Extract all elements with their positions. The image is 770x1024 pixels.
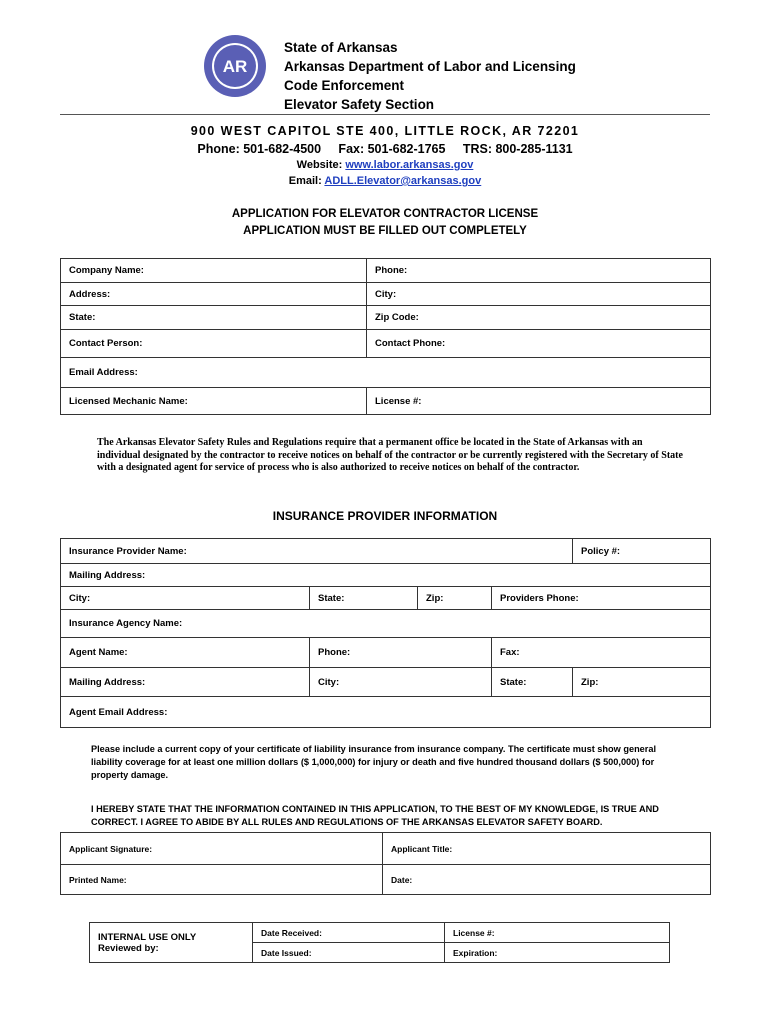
provider-city-field[interactable]: City: <box>61 587 310 610</box>
date-received-field[interactable]: Date Received: <box>253 923 445 943</box>
insurance-provider-name-field[interactable]: Insurance Provider Name: <box>61 539 573 564</box>
date-issued-field[interactable]: Date Issued: <box>253 943 445 963</box>
office-phone-line: Phone: 501-682-4500 Fax: 501-682-1765 TRS: 800-285-1131 <box>197 142 573 156</box>
header-division: Code Enforcement <box>284 78 405 93</box>
date-field[interactable]: Date: <box>383 865 711 895</box>
website-label: Website: <box>296 159 346 171</box>
form-subtitle: APPLICATION MUST BE FILLED OUT COMPLETELY <box>243 225 527 237</box>
website-link[interactable]: www.labor.arkansas.gov <box>345 159 474 171</box>
agent-name-field[interactable]: Agent Name: <box>61 638 310 668</box>
certificate-instructions: Please include a current copy of your certificate of liability insurance from insurance company. The certificate must show general liability coverage for at least one million dollars ($ 1,000,000) for injury or death and five hundred thousand dollars ($ 500,000) for property damage. <box>91 744 657 780</box>
license-number-field[interactable]: License #: <box>367 388 711 415</box>
agent-mailing-address-field[interactable]: Mailing Address: <box>61 668 310 697</box>
provider-state-field[interactable]: State: <box>310 587 418 610</box>
website-line <box>0 159 770 171</box>
insurance-agency-name-field[interactable]: Insurance Agency Name: <box>61 610 711 638</box>
policy-number-field[interactable]: Policy #: <box>573 539 711 564</box>
agent-email-address-field[interactable]: Agent Email Address: <box>61 697 711 728</box>
state-field[interactable]: State: <box>61 306 367 330</box>
insurance-section-title: INSURANCE PROVIDER INFORMATION <box>272 509 498 523</box>
agent-zip-field[interactable]: Zip: <box>573 668 711 697</box>
internal-use-heading: INTERNAL USE ONLY <box>90 923 253 943</box>
provider-mailing-address-field[interactable]: Mailing Address: <box>61 564 711 587</box>
zip-code-field[interactable]: Zip Code: <box>367 306 711 330</box>
provider-zip-field[interactable]: Zip: <box>418 587 492 610</box>
company-name-field[interactable]: Company Name: <box>61 259 367 283</box>
signature-table <box>60 832 711 895</box>
email-link[interactable]: ADLL.Elevator@arkansas.gov <box>324 175 482 187</box>
header-section: Elevator Safety Section <box>284 97 435 112</box>
contractor-info-table <box>60 258 711 415</box>
agent-state-field[interactable]: State: <box>492 668 573 697</box>
internal-use-table <box>89 922 670 963</box>
applicant-signature-field[interactable]: Applicant Signature: <box>61 833 383 865</box>
header-state: State of Arkansas <box>284 40 398 55</box>
address-field[interactable]: Address: <box>61 283 367 306</box>
office-address: 900 WEST CAPITOL STE 400, LITTLE ROCK, AR 72201 <box>190 124 580 138</box>
contact-person-field[interactable]: Contact Person: <box>61 330 367 358</box>
expiration-field[interactable]: Expiration: <box>445 943 670 963</box>
printed-name-field[interactable]: Printed Name: <box>61 865 383 895</box>
email-label: Email: <box>288 175 325 187</box>
agent-city-field[interactable]: City: <box>310 668 492 697</box>
contact-phone-field[interactable]: Contact Phone: <box>367 330 711 358</box>
form-title: APPLICATION FOR ELEVATOR CONTRACTOR LICENSE <box>231 208 539 220</box>
office-requirement-notice: The Arkansas Elevator Safety Rules and Regulations require that a permanent office be located in the State of Arkansas with an individual designated by the contractor to receive notices on behalf of the contractor or be currently registered with the Secretary of State with a designated agent for service of process who is also authorized to receive notices on behalf of the contractor. <box>97 437 683 473</box>
city-field[interactable]: City: <box>367 283 711 306</box>
internal-license-field[interactable]: License #: <box>445 923 670 943</box>
reviewed-by-field[interactable]: Reviewed by: <box>90 943 253 963</box>
svg-text:AR: AR <box>222 57 248 76</box>
phone-field[interactable]: Phone: <box>367 259 711 283</box>
email-address-field[interactable]: Email Address: <box>61 358 711 388</box>
email-line <box>0 175 770 187</box>
applicant-statement: I HEREBY STATE THAT THE INFORMATION CONTAINED IN THIS APPLICATION, TO THE BEST OF MY KNOWLEDGE, IS TRUE AND CORRECT. I AGREE TO ABIDE BY ALL RULES AND REGULATIONS OF THE ARKANSAS ELEVATOR SAFETY BOARD. <box>91 804 659 827</box>
header-divider <box>60 114 710 115</box>
licensed-mechanic-name-field[interactable]: Licensed Mechanic Name: <box>61 388 367 415</box>
header-department: Arkansas Department of Labor and Licensing <box>284 59 576 74</box>
applicant-title-field[interactable]: Applicant Title: <box>383 833 711 865</box>
providers-phone-field[interactable]: Providers Phone: <box>492 587 711 610</box>
agent-fax-field[interactable]: Fax: <box>492 638 711 668</box>
insurance-info-table <box>60 538 711 728</box>
agent-phone-field[interactable]: Phone: <box>310 638 492 668</box>
arkansas-labor-seal-logo <box>196 34 274 98</box>
